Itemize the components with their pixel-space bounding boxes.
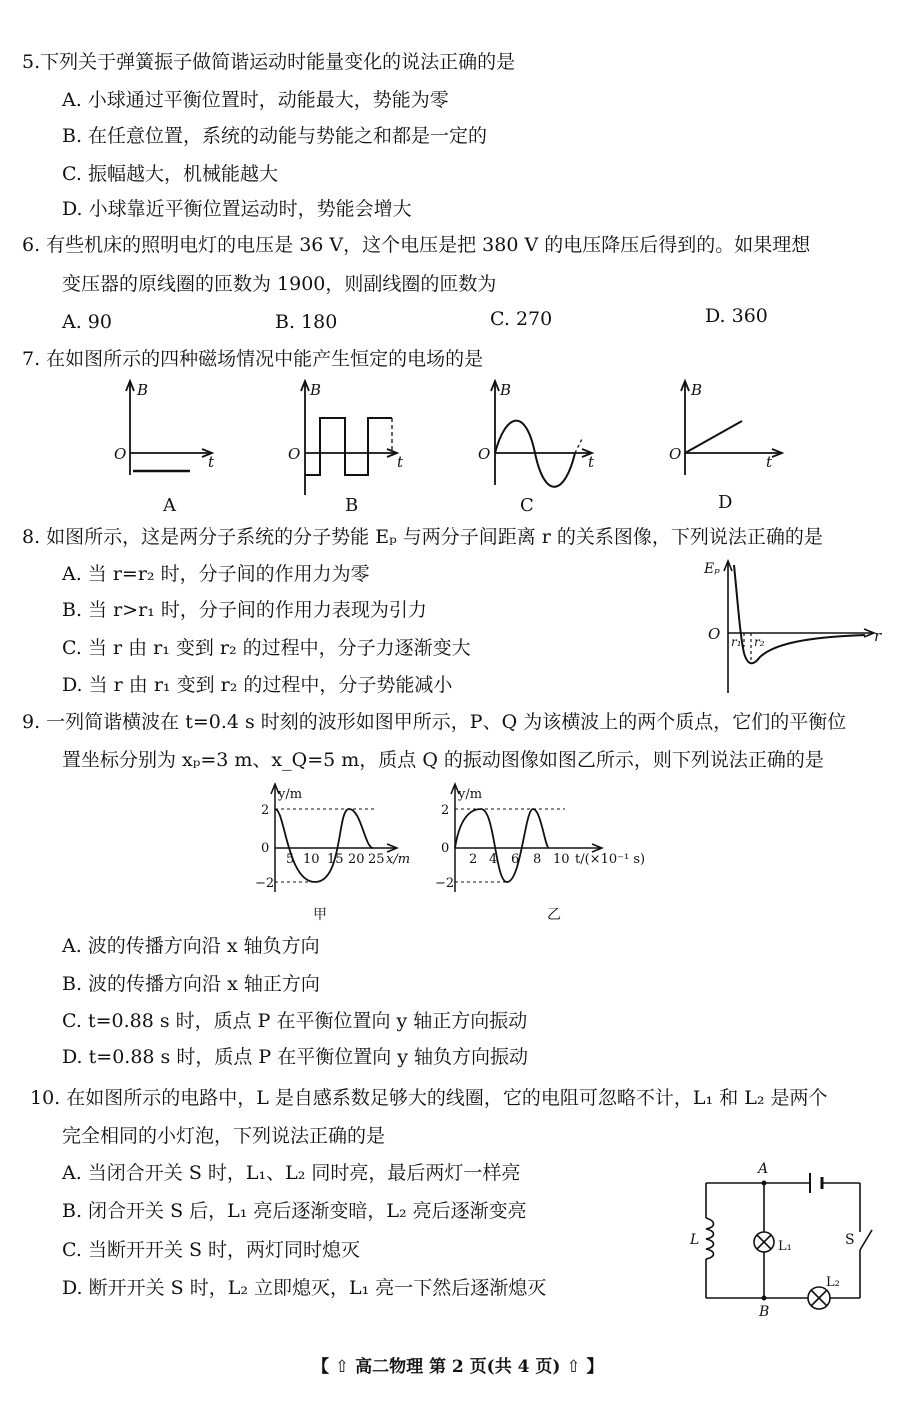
q6-option-d: D. 360 xyxy=(705,305,768,327)
q7-graph-b-xlabel: t xyxy=(397,453,404,471)
q7-graph-d-ylabel: B xyxy=(691,381,703,399)
q10-option-c: C. 当断开开关 S 时，两灯同时熄灭 xyxy=(62,1239,361,1261)
q10-stem-line1: 10. 在如图所示的电路中，L 是自感系数足够大的线圈，它的电阻可忽略不计，L₁ 和 L₂ 是两个 xyxy=(30,1087,828,1109)
q7-graph-a-origin: O xyxy=(114,445,127,463)
q7-graph-d-label: D xyxy=(718,492,733,513)
q9-jia-xtick-25: 25 xyxy=(368,852,385,867)
q9-jia-xtick-10: 10 xyxy=(303,852,320,867)
q9-graph-jia xyxy=(245,782,425,927)
q6-option-a: A. 90 xyxy=(62,311,112,333)
q9-yi-ylabel: y/m xyxy=(458,787,483,802)
q9-yi-xtick-2: 2 xyxy=(469,852,478,867)
q9-jia-ylabel: y/m xyxy=(278,787,303,802)
q8-graph-ylabel: Eₚ xyxy=(704,561,720,577)
q7-stem: 7. 在如图所示的四种磁场情况中能产生恒定的电场的是 xyxy=(22,348,484,370)
q7-graph-b-label: B xyxy=(345,495,359,516)
q8-option-c: C. 当 r 由 r₁ 变到 r₂ 的过程中，分子力逐渐变大 xyxy=(62,637,471,659)
q10-inductor-label: L xyxy=(690,1232,700,1248)
q7-graph-a-xlabel: t xyxy=(208,453,215,471)
q9-graph-yi xyxy=(425,782,680,927)
q9-jia-ytick-0: 0 xyxy=(261,841,270,856)
q9-stem-line1: 9. 一列简谐横波在 t=0.4 s 时刻的波形如图甲所示，P、Q 为该横波上的两个质点，它们的平衡位 xyxy=(22,711,847,733)
q7-graph-d-origin: O xyxy=(669,445,682,463)
q9-option-b: B. 波的传播方向沿 x 轴正方向 xyxy=(62,973,320,995)
q9-yi-xtick-8: 8 xyxy=(533,852,542,867)
q8-graph xyxy=(700,555,885,695)
q5-option-c: C. 振幅越大，机械能越大 xyxy=(62,163,278,185)
q9-yi-xlabel: t/(×10⁻¹ s) xyxy=(575,852,646,867)
q9-yi-xtick-4: 4 xyxy=(489,852,498,867)
q7-graph-d-xlabel: t xyxy=(766,453,773,471)
q9-yi-ytick-neg2: −2 xyxy=(435,876,455,891)
q7-graph-b-origin: O xyxy=(288,445,301,463)
q10-option-d: D. 断开开关 S 时，L₂ 立即熄灭，L₁ 亮一下然后逐渐熄灭 xyxy=(62,1277,547,1299)
q10-lamp1-label: L₁ xyxy=(778,1239,792,1254)
q9-option-d: D. t=0.88 s 时，质点 P 在平衡位置向 y 轴负方向振动 xyxy=(62,1046,529,1068)
q9-yi-xtick-10: 10 xyxy=(553,852,570,867)
q7-graph-a-label: A xyxy=(163,495,176,516)
q10-option-a: A. 当闭合开关 S 时，L₁、L₂ 同时亮，最后两灯一样亮 xyxy=(62,1162,521,1184)
q7-graph-c-origin: O xyxy=(478,445,491,463)
q8-stem: 8. 如图所示，这是两分子系统的分子势能 Eₚ 与两分子间距离 r 的关系图像，下列说法正确的是 xyxy=(22,526,823,548)
q9-yi-caption: 乙 xyxy=(547,907,561,923)
q9-yi-ytick-0: 0 xyxy=(441,841,450,856)
q7-graph-b-ylabel: B xyxy=(310,381,322,399)
q10-stem-line2: 完全相同的小灯泡，下列说法正确的是 xyxy=(62,1125,386,1147)
page-footer: 【 ⇧ 高二物理 第 2 页(共 4 页) ⇧ 】 xyxy=(312,1357,604,1377)
q10-option-b: B. 闭合开关 S 后，L₁ 亮后逐渐变暗，L₂ 亮后逐渐变亮 xyxy=(62,1200,527,1222)
q8-option-b: B. 当 r>r₁ 时，分子间的作用力表现为引力 xyxy=(62,599,427,621)
q5-option-d: D. 小球靠近平衡位置运动时，势能会增大 xyxy=(62,198,412,220)
q9-jia-xtick-15: 15 xyxy=(327,852,344,867)
q6-option-b: B. 180 xyxy=(275,311,338,333)
q9-jia-xtick-20: 20 xyxy=(348,852,365,867)
q9-jia-xtick-5: 5 xyxy=(286,852,295,867)
q9-jia-caption: 甲 xyxy=(313,907,327,923)
q5-option-a: A. 小球通过平衡位置时，动能最大，势能为零 xyxy=(62,89,449,111)
q7-graph-c-xlabel: t xyxy=(588,453,595,471)
q7-graph-c-ylabel: B xyxy=(500,381,512,399)
q10-lamp2-label: L₂ xyxy=(826,1275,840,1290)
q6-option-c: C. 270 xyxy=(490,308,553,330)
q10-circuit xyxy=(680,1158,885,1318)
q9-option-c: C. t=0.88 s 时，质点 P 在平衡位置向 y 轴正方向振动 xyxy=(62,1010,528,1032)
q8-option-a: A. 当 r=r₂ 时，分子间的作用力为零 xyxy=(62,563,370,585)
q8-option-d: D. 当 r 由 r₁ 变到 r₂ 的过程中，分子势能减小 xyxy=(62,674,453,696)
q8-graph-r1: r₁ xyxy=(731,635,742,649)
q8-graph-origin: O xyxy=(708,625,721,643)
q9-jia-ytick-2: 2 xyxy=(261,803,270,818)
q7-graphs xyxy=(0,375,900,525)
q5-option-b: B. 在任意位置，系统的动能与势能之和都是一定的 xyxy=(62,125,488,147)
q9-option-a: A. 波的传播方向沿 x 轴负方向 xyxy=(62,935,320,957)
q6-stem-line2: 变压器的原线圈的匝数为 1900，则副线圈的匝数为 xyxy=(62,273,497,295)
q8-graph-r2: r₂ xyxy=(754,635,765,649)
q6-stem-line1: 6. 有些机床的照明电灯的电压是 36 V，这个电压是把 380 V 的电压降压后得到的。如果理想 xyxy=(22,234,811,256)
q9-yi-xtick-6: 6 xyxy=(511,852,520,867)
q7-graph-a-ylabel: B xyxy=(137,381,149,399)
q10-switch-label: S xyxy=(845,1232,855,1248)
q9-jia-xlabel: x/m xyxy=(386,852,411,867)
q10-node-a: A xyxy=(758,1161,769,1177)
q9-stem-line2: 置坐标分别为 xₚ=3 m、x_Q=5 m，质点 Q 的振动图像如图乙所示，则下列说法正确的是 xyxy=(62,749,824,771)
q8-graph-xlabel: r xyxy=(874,627,882,645)
q5-stem: 5.下列关于弹簧振子做简谐运动时能量变化的说法正确的是 xyxy=(22,51,516,73)
q9-yi-ytick-2: 2 xyxy=(441,803,450,818)
q9-jia-ytick-neg2: −2 xyxy=(255,876,275,891)
q7-graph-c-label: C xyxy=(520,495,534,516)
q10-node-b: B xyxy=(759,1304,770,1320)
